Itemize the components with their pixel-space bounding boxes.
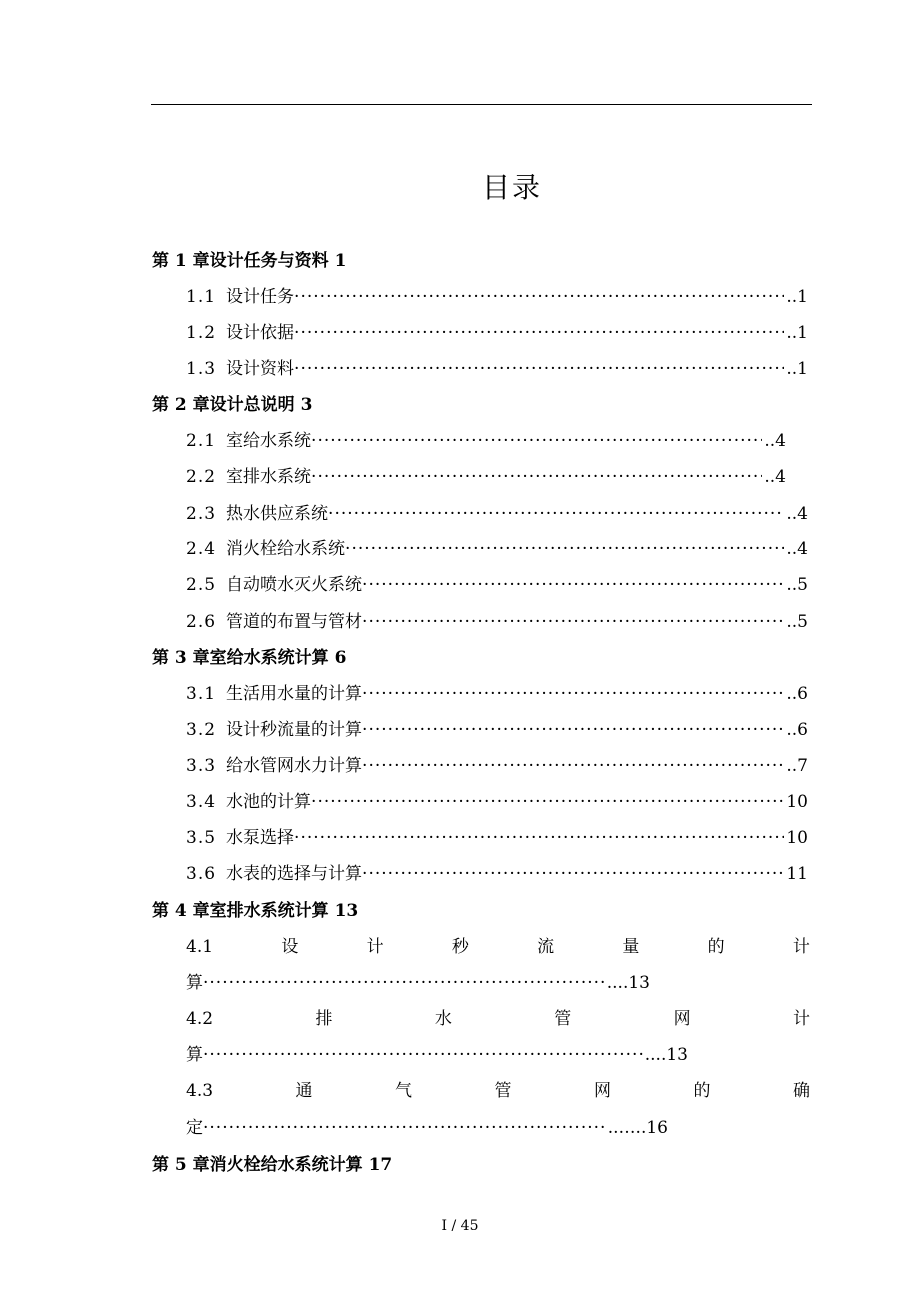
section-page: ....13 [606, 973, 650, 993]
section-title-tail: 定 [186, 1118, 203, 1138]
toc-chapter-2[interactable]: 第 2 章设计总说明 3 [152, 395, 313, 415]
section-page: 10 [786, 792, 808, 812]
justified-char: 秒 [451, 937, 469, 957]
section-number: 2.3 [186, 504, 217, 524]
dot-leader [311, 430, 762, 452]
dot-leader [294, 358, 784, 380]
dot-leader [294, 322, 784, 344]
section-number: 2.4 [186, 539, 217, 559]
section-number: 3.1 [186, 684, 217, 704]
toc-section-3-5[interactable] [186, 827, 808, 849]
dot-leader [203, 972, 605, 994]
section-title: 设计依据 [226, 323, 295, 343]
toc-section-4-3-line1[interactable] [186, 1080, 810, 1102]
toc-section-2-2[interactable] [186, 466, 786, 488]
section-title: 水池的计算 [226, 792, 312, 812]
section-number: 1.2 [186, 323, 217, 343]
section-number: 4.3 [186, 1081, 214, 1101]
section-title-tail: 算 [186, 973, 203, 993]
toc-section-4-1-line2[interactable] [186, 972, 650, 994]
section-title: 消火栓给水系统 [226, 539, 346, 559]
section-number: 2.6 [186, 612, 217, 632]
justified-char: 网 [593, 1081, 611, 1101]
toc-chapter-3[interactable]: 第 3 章室给水系统计算 6 [152, 648, 347, 668]
section-number: 3.4 [186, 792, 217, 812]
dot-leader [203, 1044, 643, 1066]
dot-leader [311, 466, 762, 488]
section-page: ..4 [764, 467, 786, 487]
page-indicator: I / 45 [441, 1218, 479, 1234]
dot-leader [362, 863, 784, 885]
toc-section-2-4[interactable] [186, 538, 808, 560]
section-number: 2.1 [186, 431, 217, 451]
dot-leader [362, 611, 784, 633]
justified-char: 流 [537, 937, 555, 957]
dot-leader [294, 827, 784, 849]
section-title: 室给水系统 [226, 431, 312, 451]
section-number: 3.5 [186, 828, 217, 848]
dot-leader [362, 683, 784, 705]
toc-section-2-3[interactable] [186, 503, 808, 525]
dot-leader [345, 538, 784, 560]
section-title: 生活用水量的计算 [226, 684, 363, 704]
section-number: 3.6 [186, 864, 217, 884]
toc-section-4-3-line2[interactable] [186, 1117, 668, 1139]
section-page: ..5 [786, 575, 808, 595]
justified-char: 排 [315, 1009, 333, 1029]
section-title: 水泵选择 [226, 828, 295, 848]
section-page: ..…..16 [607, 1118, 668, 1138]
justified-char: 量 [622, 937, 640, 957]
dot-leader [362, 755, 784, 777]
section-page: ..6 [786, 720, 808, 740]
section-page: ....13 [644, 1045, 688, 1065]
justified-char: 设 [281, 937, 299, 957]
toc-section-3-1[interactable] [186, 683, 808, 705]
justified-char: 通 [295, 1081, 313, 1101]
toc-section-4-1-line1[interactable] [186, 936, 810, 958]
justified-char: 计 [792, 937, 810, 957]
justified-char: 气 [395, 1081, 413, 1101]
toc-section-2-1[interactable] [186, 430, 786, 452]
justified-char: 网 [673, 1009, 691, 1029]
toc-section-4-2-line1[interactable] [186, 1008, 810, 1030]
toc-title: 目录 [481, 171, 542, 204]
section-page: ..1 [786, 359, 808, 379]
toc-section-2-6[interactable] [186, 611, 808, 633]
section-page: ..7 [786, 756, 808, 776]
justified-char: 计 [793, 1009, 810, 1029]
section-title: 设计秒流量的计算 [226, 720, 363, 740]
justified-char: 管 [494, 1081, 512, 1101]
toc-section-3-4[interactable] [186, 791, 808, 813]
section-page: ..1 [786, 287, 808, 307]
toc-section-1-1[interactable] [186, 286, 808, 308]
section-title: 给水管网水力计算 [226, 756, 363, 776]
section-number: 1.1 [186, 287, 217, 307]
section-page: ..6 [786, 684, 808, 704]
justified-char: 计 [366, 937, 384, 957]
section-number: 4.2 [186, 1009, 214, 1029]
section-number: 4.1 [186, 937, 214, 957]
section-page: 10 [786, 828, 808, 848]
toc-section-2-5[interactable] [186, 574, 808, 596]
toc-section-1-2[interactable] [186, 322, 808, 344]
section-number: 3.2 [186, 720, 217, 740]
section-number: 3.3 [186, 756, 217, 776]
toc-section-3-3[interactable] [186, 755, 808, 777]
section-page: ..4 [764, 431, 786, 451]
toc-chapter-1[interactable]: 第 1 章设计任务与资料 1 [152, 251, 347, 271]
toc-section-3-6[interactable] [186, 863, 808, 885]
dot-leader [328, 503, 784, 525]
section-title-tail: 算 [186, 1045, 203, 1065]
section-number: 1.3 [186, 359, 217, 379]
justified-char: 确 [792, 1081, 810, 1101]
section-title: 设计任务 [226, 287, 295, 307]
section-title: 室排水系统 [226, 467, 312, 487]
toc-section-3-2[interactable] [186, 719, 808, 741]
section-page: ..4 [786, 504, 808, 524]
toc-section-1-3[interactable] [186, 358, 808, 380]
section-title: 水表的选择与计算 [226, 864, 363, 884]
toc-chapter-5[interactable]: 第 5 章消火栓给水系统计算 17 [152, 1155, 393, 1175]
justified-char: 水 [434, 1009, 452, 1029]
section-page: 11 [786, 864, 808, 884]
dot-leader [203, 1117, 606, 1139]
section-page: ..1 [786, 323, 808, 343]
dot-leader [311, 791, 784, 813]
dot-leader [362, 574, 784, 596]
section-page: ..4 [786, 539, 808, 559]
justified-char: 管 [554, 1009, 572, 1029]
section-page: ..5 [786, 612, 808, 632]
section-title: 管道的布置与管材 [226, 612, 363, 632]
header-rule [151, 104, 812, 105]
justified-char: 的 [693, 1081, 711, 1101]
dot-leader [294, 286, 784, 308]
section-title: 自动喷水灭火系统 [226, 575, 363, 595]
toc-chapter-4[interactable]: 第 4 章室排水系统计算 13 [152, 901, 359, 921]
toc-section-4-2-line2[interactable] [186, 1044, 688, 1066]
justified-char: 的 [707, 937, 725, 957]
section-title: 热水供应系统 [226, 504, 329, 524]
dot-leader [362, 719, 784, 741]
section-number: 2.5 [186, 575, 217, 595]
section-number: 2.2 [186, 467, 217, 487]
section-title: 设计资料 [226, 359, 295, 379]
